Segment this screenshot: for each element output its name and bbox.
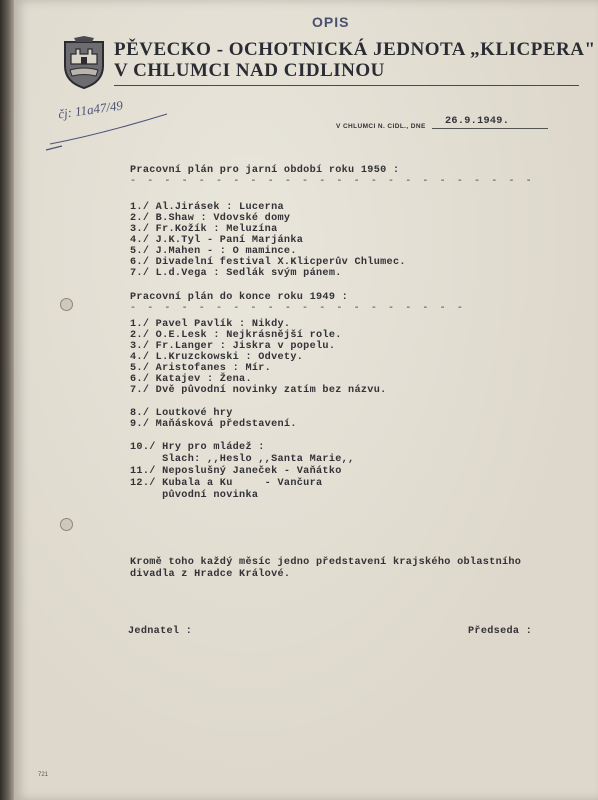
- list-item: 2./ B.Shaw : Vdovské domy: [130, 213, 291, 224]
- punch-hole: [60, 298, 73, 311]
- copy-stamp: OPIS: [312, 14, 350, 30]
- date-underline: [432, 128, 548, 129]
- secretary-signature-label: Jednatel :: [128, 626, 193, 637]
- organization-name-line2: V CHLUMCI NAD CIDLINOU: [114, 60, 385, 81]
- spring-plan-title: Pracovní plán pro jarní období roku 1950 :: [130, 165, 400, 176]
- note-line2: divadla z Hradce Králové.: [130, 569, 291, 580]
- list-item: 7./ Dvě původní novinky zatím bez názvu.: [130, 385, 387, 396]
- list-item: 6./ Katajev : Žena.: [130, 374, 252, 385]
- coat-of-arms-icon: [62, 36, 106, 90]
- list-item: 3./ Fr.Langer : Jiskra v popelu.: [130, 341, 336, 352]
- organization-name-line1: PĚVECKO - OCHOTNICKÁ JEDNOTA „KLICPERA": [114, 39, 596, 60]
- punch-hole: [60, 518, 73, 531]
- list-item: původní novinka: [130, 490, 259, 501]
- list-item: 5./ Aristofanes : Mír.: [130, 363, 272, 374]
- page-edge-shadow: [0, 0, 14, 800]
- list-item: 1./ Al.Jirásek : Lucerna: [130, 202, 284, 213]
- list-item: 12./ Kubala a Ku - Vančura: [130, 478, 323, 489]
- list-item: 5./ J.Mahen - : O mamince.: [130, 246, 297, 257]
- list-item: 11./ Neposlušný Janeček - Vaňátko: [130, 466, 342, 477]
- list-item: 2./ O.E.Lesk : Nejkrásnější role.: [130, 330, 342, 341]
- list-item: 10./ Hry pro mládež :: [130, 442, 265, 453]
- list-item: 4./ L.Kruzckowski : Odvety.: [130, 352, 304, 363]
- plan-1949-title: Pracovní plán do konce roku 1949 :: [130, 292, 349, 303]
- chairman-signature-label: Předseda :: [468, 626, 533, 637]
- archive-number: 721: [38, 772, 49, 778]
- list-item: Slach: ,,Heslo ,,Santa Marie,,: [130, 454, 355, 465]
- list-item: 8./ Loutkové hry: [130, 408, 233, 419]
- title-dash-rule: - - - - - - - - - - - - - - - - - - - -: [130, 303, 466, 314]
- list-item: 9./ Maňásková představení.: [130, 419, 297, 430]
- list-item: 4./ J.K.Tyl - Paní Marjánka: [130, 235, 304, 246]
- list-item: 1./ Pavel Pavlík : Nikdy.: [130, 319, 291, 330]
- document-page: [14, 0, 598, 800]
- title-dash-rule: - - - - - - - - - - - - - - - - - - - - - - - -: [130, 176, 535, 187]
- header-divider: [114, 85, 579, 86]
- ref-underline: [42, 104, 182, 154]
- note-line1: Kromě toho každý měsíc jedno představení krajského oblastního: [130, 557, 522, 568]
- list-item: 6./ Divadelní festival X.Klicperův Chlumec.: [130, 257, 406, 268]
- document-date: 26.9.1949.: [445, 116, 510, 127]
- list-item: 3./ Fr.Kožík : Meluzína: [130, 224, 278, 235]
- place-label: V CHLUMCI N. CIDL., DNE: [336, 123, 426, 130]
- reference-number: čj: 11a47/49: [57, 97, 124, 122]
- list-item: 7./ L.d.Vega : Sedlák svým pánem.: [130, 268, 342, 279]
